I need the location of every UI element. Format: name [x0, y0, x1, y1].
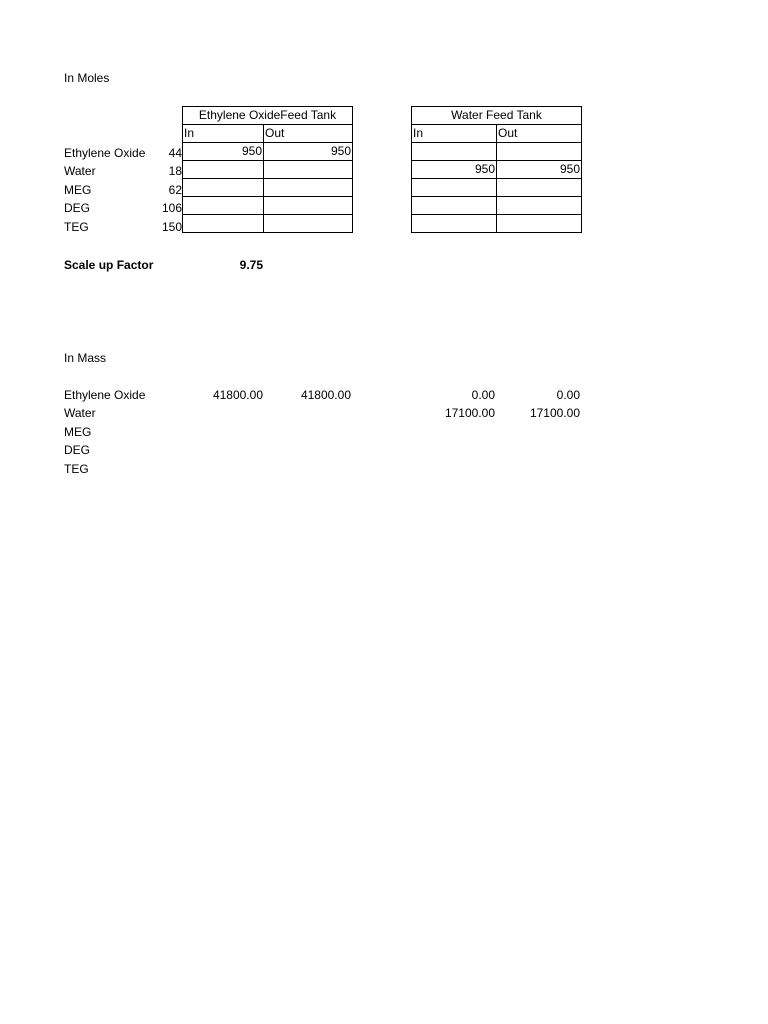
- moles-row-label: Ethylene Oxide: [64, 146, 146, 160]
- eo-tank-out-cell: [264, 197, 353, 215]
- water-tank-row: [412, 215, 582, 233]
- moles-row-mw: 150: [161, 220, 182, 234]
- eo-tank-row: [183, 179, 353, 197]
- mass-row-label: DEG: [64, 443, 91, 457]
- eo-tank-in-header: In: [183, 125, 264, 143]
- water-tank-row: [412, 143, 582, 161]
- water-tank-out-cell: [497, 143, 582, 161]
- mass-water-out: 17100.00: [529, 406, 580, 420]
- eo-tank-in-cell: [183, 197, 264, 215]
- water-tank-row: [412, 161, 582, 179]
- mass-eo-in: 41800.00: [212, 388, 263, 402]
- water-tank-in-cell: [412, 179, 497, 197]
- mass-row-label: Water: [64, 406, 96, 420]
- water-tank-out-cell: [497, 197, 582, 215]
- eo-tank-out-cell: [264, 161, 353, 179]
- water-tank-in-cell: [412, 197, 497, 215]
- eo-tank-out-header: Out: [264, 125, 353, 143]
- water-tank-in-cell: [412, 215, 497, 233]
- eo-tank-out-cell: 950: [264, 143, 353, 161]
- eo-feed-tank-table: [182, 106, 353, 233]
- eo-tank-in-cell: [183, 161, 264, 179]
- moles-row-label: MEG: [64, 183, 92, 197]
- eo-tank-in-cell: 950: [183, 143, 264, 161]
- water-tank-out-header: Out: [497, 125, 582, 143]
- eo-tank-in-cell: [183, 215, 264, 233]
- eo-tank-row: [183, 215, 353, 233]
- scale-up-factor-label: Scale up Factor: [64, 258, 154, 272]
- water-tank-in-header: In: [412, 125, 497, 143]
- mass-water-in: 17100.00: [444, 406, 495, 420]
- mass-row-label: Ethylene Oxide: [64, 388, 146, 402]
- moles-row-label: Water: [64, 164, 96, 178]
- mass-row-label: MEG: [64, 425, 92, 439]
- moles-row-label: TEG: [64, 220, 89, 234]
- moles-row-mw: 62: [168, 183, 182, 197]
- eo-tank-row: [183, 197, 353, 215]
- eo-tank-in-cell: [183, 179, 264, 197]
- eo-tank-title: Ethylene OxideFeed Tank: [183, 107, 353, 125]
- water-tank-row: [412, 197, 582, 215]
- moles-row-mw: 106: [161, 201, 182, 215]
- moles-heading: In Moles: [64, 71, 110, 85]
- mass-water-out: 0.00: [556, 388, 580, 402]
- water-tank-title: Water Feed Tank: [412, 107, 582, 125]
- water-tank-row: [412, 179, 582, 197]
- water-tank-in-cell: [412, 143, 497, 161]
- water-tank-out-cell: [497, 215, 582, 233]
- water-tank-in-cell: 950: [412, 161, 497, 179]
- mass-row-label: TEG: [64, 462, 89, 476]
- moles-row-mw: 44: [168, 146, 182, 160]
- water-feed-tank-table: [411, 106, 582, 233]
- eo-tank-row: [183, 143, 353, 161]
- mass-eo-out: 41800.00: [300, 388, 351, 402]
- moles-row-mw: 18: [168, 164, 182, 178]
- mass-water-in: 0.00: [471, 388, 495, 402]
- scale-up-factor-value: 9.75: [239, 258, 263, 272]
- eo-tank-out-cell: [264, 215, 353, 233]
- eo-tank-row: [183, 161, 353, 179]
- water-tank-out-cell: [497, 179, 582, 197]
- mass-heading: In Mass: [64, 351, 107, 365]
- water-tank-out-cell: 950: [497, 161, 582, 179]
- eo-tank-out-cell: [264, 179, 353, 197]
- moles-row-label: DEG: [64, 201, 91, 215]
